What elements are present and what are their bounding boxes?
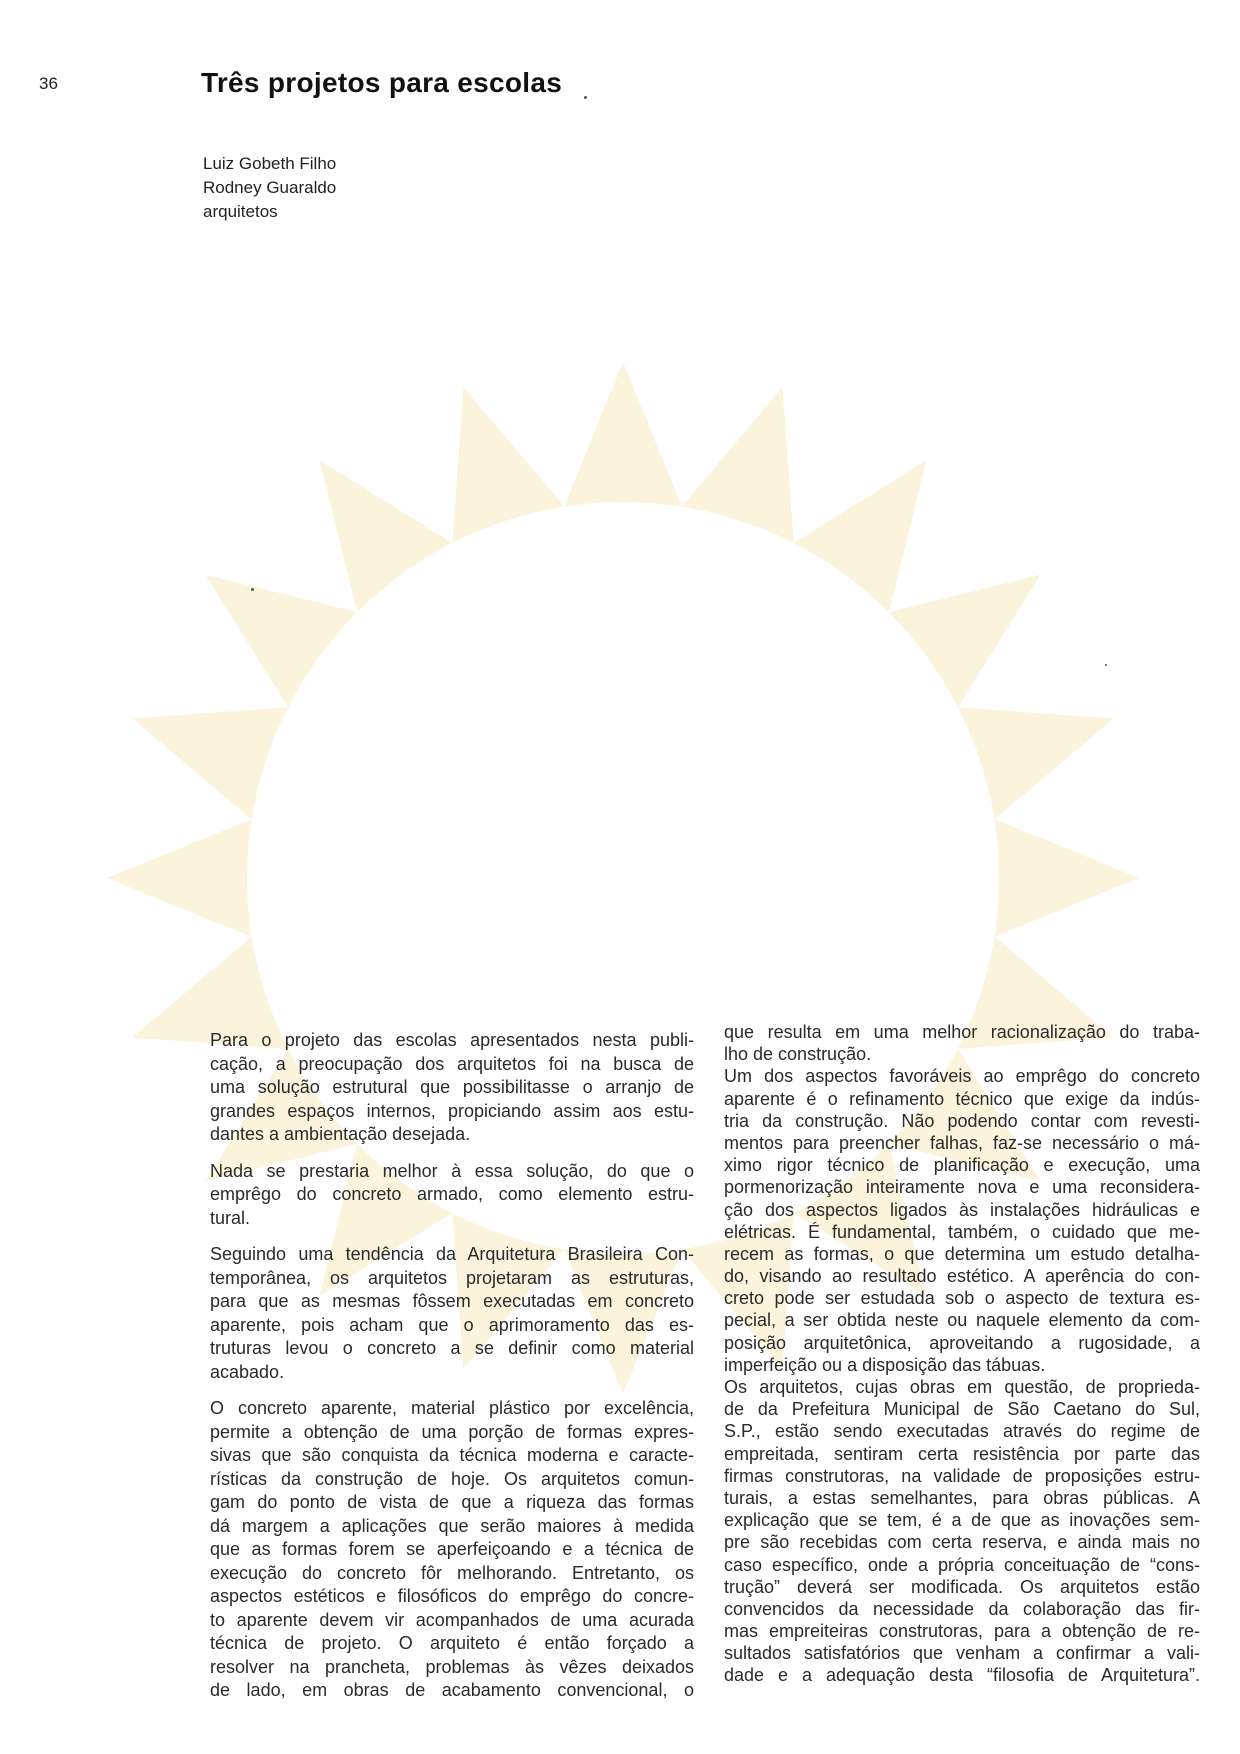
text-line: cação, a preocupação dos arquitetos foi na busca de	[210, 1053, 694, 1074]
text-line: rísticas da construção de hoje. Os arquitetos comun-	[210, 1468, 694, 1489]
paragraph	[210, 1160, 694, 1231]
text-line: aspectos estéticos e filosóficos do emprêgo do concre-	[210, 1586, 694, 1606]
text-line: grandes espaços internos, propiciando assim aos estu-	[210, 1100, 694, 1121]
text-line: emprêgo do concreto armado, como elemento estru-	[210, 1184, 694, 1204]
text-line: pormenorização inteiramente nova e uma reconsidera-	[724, 1177, 1200, 1198]
text-line: sivas que são conquista da técnica moderna e caracte-	[210, 1445, 694, 1465]
text-line: firmas construtoras, na validade de proposições estru-	[724, 1465, 1200, 1486]
text-line: to aparente devem vir acompanhados de uma acurada	[210, 1609, 694, 1630]
text-line: posição arquitetônica, aproveitando a rugosidade, a	[724, 1332, 1200, 1353]
text-line: lho de construção.	[724, 1044, 872, 1065]
text-line: para que as mesmas fôssem executadas em concreto	[210, 1291, 694, 1311]
text-line: mentos para preencher falhas, faz-se necessário o má-	[724, 1132, 1200, 1153]
text-line: empreitada, sentiram certa resistência por parte das	[724, 1443, 1200, 1464]
text-line: turais, a estas semelhantes, para obras públicas. A	[724, 1487, 1200, 1508]
author-role: arquitetos	[203, 202, 278, 221]
text-line: aparente é o refinamento técnico que exige da indús-	[724, 1088, 1200, 1109]
text-line: do, visando ao resultado estético. A aperência do con-	[724, 1266, 1200, 1287]
article-title: Três projetos para escolas	[201, 67, 563, 98]
body-column-right	[724, 1021, 1200, 1687]
text-line: O concreto aparente, material plástico por excelência,	[210, 1398, 694, 1418]
paragraph	[724, 1021, 1200, 1065]
text-line: temporânea, os arquitetos projetaram as estruturas,	[210, 1267, 694, 1288]
paragraph	[210, 1397, 694, 1703]
text-line: sultados satisfatórios que venham a confirmar a vali-	[724, 1643, 1200, 1664]
text-line: acabado.	[210, 1361, 285, 1382]
paragraph	[724, 1376, 1200, 1687]
text-line: trução” deverá ser modificada. Os arquitetos estão	[724, 1576, 1200, 1597]
text-line: dantes a ambientação desejada.	[210, 1124, 471, 1144]
text-line: que as formas forem se aperfeiçoando e a técnica de	[210, 1539, 694, 1559]
text-line: Um dos aspectos favoráveis ao emprêgo do concreto	[724, 1066, 1200, 1087]
text-line: execução do concreto fôr melhorando. Entretanto, os	[210, 1562, 694, 1583]
text-line: de lado, em obras de acabamento convencional, o	[210, 1680, 694, 1700]
text-line: que resulta em uma melhor racionalização do traba-	[724, 1022, 1200, 1042]
scan-speck	[584, 96, 587, 99]
text-line: tria da construção. Não podendo contar com revesti-	[724, 1110, 1200, 1131]
text-line: caso específico, onde a própria conceituação de “cons-	[724, 1554, 1200, 1575]
text-line: convencidos da necessidade da colaboração das fir-	[724, 1598, 1200, 1619]
byline	[203, 152, 336, 224]
text-line: Para o projeto das escolas apresentados nesta publi-	[210, 1030, 694, 1050]
text-line: creto pode ser estudada sob o aspecto de textura es-	[724, 1288, 1200, 1309]
text-line: S.P., estão sendo executadas através do regime de	[724, 1421, 1200, 1442]
author-name: Luiz Gobeth Filho	[203, 154, 337, 173]
text-line: explicação que se tem, é a de que as inovações sem-	[724, 1510, 1200, 1531]
page-number: 36	[39, 74, 58, 93]
text-line: truturas levou o concreto a se definir como material	[210, 1338, 694, 1358]
body-column-left	[210, 1029, 694, 1703]
scan-speck	[1105, 664, 1107, 666]
paragraph	[724, 1065, 1200, 1376]
paragraph	[210, 1029, 694, 1147]
text-line: mas empreiteiras construtoras, para a obtenção de re-	[724, 1621, 1200, 1642]
text-line: dade e a adequação desta “filosofia de Arquitetura”.	[724, 1665, 1200, 1686]
text-line: Nada se prestaria melhor à essa solução, do que o	[210, 1160, 694, 1181]
text-line: imperfeição ou a disposição das tábuas.	[724, 1354, 1046, 1375]
text-line: Os arquitetos, cujas obras em questão, de proprieda-	[724, 1377, 1200, 1397]
author-name: Rodney Guaraldo	[203, 178, 337, 197]
text-line: tural.	[210, 1207, 251, 1228]
paragraph	[210, 1243, 694, 1384]
text-line: ximo rigor técnico de planificação e execução, uma	[724, 1155, 1200, 1176]
text-line: permite a obtenção de uma porção de formas expres-	[210, 1421, 694, 1442]
text-line: recem as formas, o que determina um estudo detalha-	[724, 1243, 1200, 1264]
text-line: pecial, a ser obtida neste ou naquele elemento da com-	[724, 1310, 1200, 1331]
text-line: dá margem a aplicações que serão maiores à medida	[210, 1515, 694, 1536]
text-line: gam do ponto de vista de que a riqueza das formas	[210, 1492, 694, 1512]
text-line: técnica de projeto. O arquiteto é então forçado a	[210, 1633, 694, 1653]
text-line: aparente, pois acham que o aprimoramento das es-	[210, 1314, 694, 1335]
text-line: de da Prefeitura Municipal de São Caetano do Sul,	[724, 1399, 1200, 1420]
scan-speck	[251, 588, 254, 591]
text-line: elétricas. É fundamental, também, o cuidado que me-	[724, 1221, 1200, 1242]
text-line: uma solução estrutural que possibilitasse o arranjo de	[210, 1077, 694, 1097]
text-line: ção dos aspectos ligados às instalações hidráulicas e	[724, 1199, 1200, 1220]
text-line: resolver na prancheta, problemas às vêzes deixados	[210, 1656, 694, 1677]
text-line: Seguindo uma tendência da Arquitetura Brasileira Con-	[210, 1244, 694, 1264]
text-line: pre são recebidas com certa reserva, e ainda mais no	[724, 1532, 1200, 1553]
